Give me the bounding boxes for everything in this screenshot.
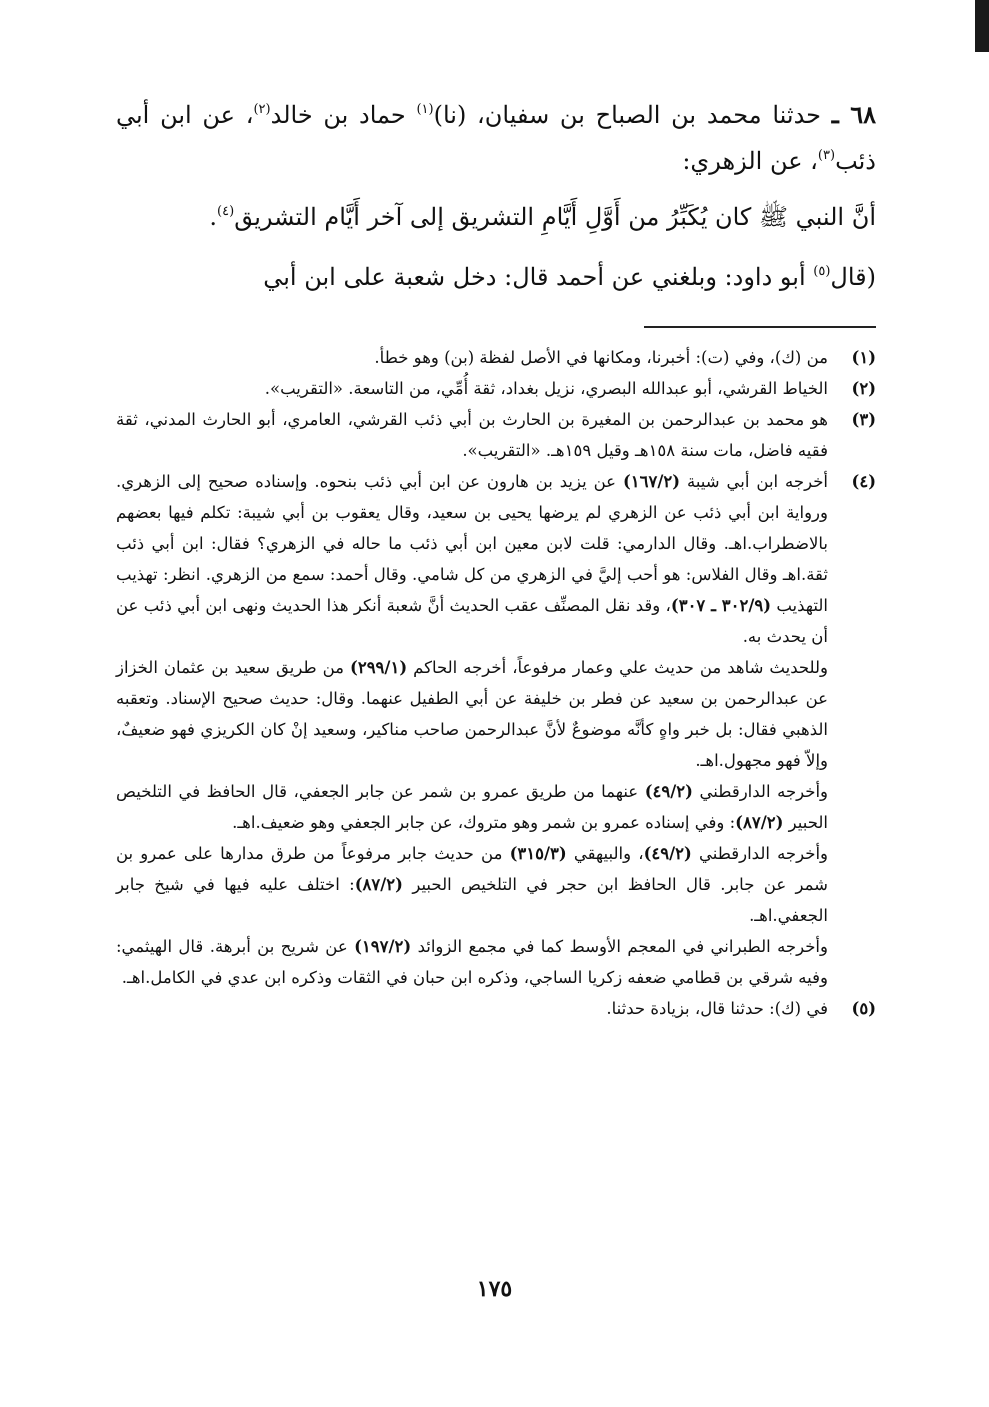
- footnote-1: [116, 342, 876, 373]
- footnote-5: [116, 993, 876, 1024]
- hadith-number: ٦٨ ـ: [831, 100, 876, 129]
- matn-end: .: [209, 203, 218, 231]
- text-run: ، وقد نقل المصنِّف عقب الحديث أنَّ شعبة أنكر هذا الحديث ونهى ابن أبي ذئب عن أن يحدث به.: [116, 596, 828, 646]
- source-ref: (٨٧/٢): [354, 875, 403, 894]
- source-ref: (٢٩٩/١): [350, 658, 408, 677]
- main-text: [116, 92, 876, 300]
- footnote-text: في (ك): حدثنا قال، بزيادة حدثنا.: [606, 999, 828, 1018]
- footnote-text: هو محمد بن عبدالرحمن بن المغيرة بن الحارث بن أبي ذئب القرشي، العامري، أبو الحارث المدني، ثقة فقيه فاضل، مات سنة ١٥٨هـ وقيل ١٥٩هـ. «التقريب».: [116, 410, 828, 460]
- footnote-divider: [644, 326, 876, 328]
- footnote-4: [116, 466, 876, 993]
- footnotes: [116, 342, 876, 1024]
- text-run: من طريق سعيد بن عثمان الخزاز عن عبدالرحمن بن سعيد عن فطر بن خليفة عن أبي الطفيل عنهما. وقال: حديث صحيح الإسناد. وتعقبه الذهبي فقال: بل خبر واهٍ كأنَّه موضوعٌ لأنَّ عبدالرحمن صاحب مناكير، وسعيد إنْ كان الكريزي فهو ضعيفٌ، وإلاّ فهو مجهول.اهـ.: [116, 658, 828, 770]
- text-run: عن يزيد بن هارون عن ابن أبي ذئب بنحوه. وإسناده صحيح إلى الزهري. ورواية ابن أبي ذئب عن الزهري لم يرضها يحيى بن سعيد، وقال يعقوب بن أبي شيبة: تكلم فيها بعضهم بالاضطراب.اهـ. وقال الدارمي: قلت لابن معين ابن أبي ذئب ما حاله في الزهري؟ فقال: ابن أبي ذئب ثقة.اهـ وقال الفلاس: هو أحب إليَّ في الزهري من كل شامي. وقال أحمد: سمع من الزهري. انظر: تهذيب التهذيب: [116, 472, 828, 615]
- text-run: وللحديث شاهد من حديث علي وعمار مرفوعاً، أخرجه الحاكم: [407, 658, 828, 677]
- source-ref: (٣٠٢/٩ ـ ٣٠٧): [670, 596, 772, 615]
- source-ref: (٤٩/٢): [644, 782, 693, 801]
- footnote-number: (٣): [851, 410, 876, 429]
- footnote-number: (٤): [851, 472, 876, 491]
- text-run: : اختلف عليه فيها في شيخ جابر الجعفي.اهـ.: [116, 875, 828, 925]
- text-run: وأخرجه الطبراني في المعجم الأوسط كما في مجمع الزوائد: [411, 937, 828, 956]
- source-ref: (٣١٥/٣): [509, 844, 567, 863]
- text-run: أخرجه ابن أبي شيبة: [680, 472, 828, 491]
- footnote-paragraph: [116, 466, 828, 652]
- isnad-part-3: ، عن ابن أبي ذئب: [116, 101, 876, 175]
- footnote-ref-2[interactable]: (٢): [253, 102, 271, 117]
- text-run: من حديث جابر مرفوعاً من طرق مدارها على عمرو بن شمر عن جابر. قال الحافظ ابن حجر في التلخيص الحبير: [116, 844, 829, 894]
- footnote-paragraph: [116, 652, 828, 776]
- hadith-matn: [116, 194, 876, 240]
- source-ref: (١٩٧/٢): [354, 937, 412, 956]
- footnote-paragraph: [116, 838, 828, 931]
- footnote-number: (٢): [851, 379, 876, 398]
- footnote-text: من (ك)، وفي (ت): أخبرنا، ومكانها في الأصل لفظة (بن) وهو خطأ.: [374, 348, 828, 367]
- isnad-part-4: ، عن الزهري:: [682, 147, 818, 175]
- text-run: وأخرجه الدارقطني: [692, 782, 829, 801]
- footnote-text: [116, 466, 828, 993]
- source-ref: (١٦٧/٢): [622, 472, 681, 491]
- footnote-ref-4[interactable]: (٤): [217, 204, 235, 219]
- isnad-part-2: حماد بن خالد: [270, 101, 417, 129]
- book-page: [116, 92, 876, 1024]
- abu-dawud-comment: [116, 254, 876, 300]
- scan-edge-mark: [975, 0, 989, 52]
- text-run: عن شريح بن أبرهة. قال الهيثمي: وفيه شرقي بن قطامي ضعفه زكريا الساجي، وذكره ابن حبان في الثقات وذكره ابن عدي في الكامل.اهـ.: [116, 937, 828, 987]
- source-ref: (٤٩/٢): [643, 844, 692, 863]
- footnote-paragraph: [116, 931, 828, 993]
- hadith-isnad: [116, 92, 876, 184]
- footnote-ref-1[interactable]: (١): [416, 102, 434, 117]
- text-run: وأخرجه الدارقطني: [691, 844, 828, 863]
- text-run: ، والبيهقي: [566, 844, 644, 863]
- footnote-ref-5[interactable]: (٥): [813, 264, 831, 279]
- footnote-number: (٥): [851, 999, 876, 1018]
- qala-open: (قال: [830, 263, 876, 291]
- text-run: : وفي إسناده عمرو بن شمر وهو متروك، عن جابر الجعفي وهو ضعيف.اهـ.: [232, 813, 736, 832]
- footnote-3: [116, 404, 876, 466]
- isnad-part-1: حدثنا محمد بن الصباح بن سفيان، (نا): [433, 101, 832, 129]
- footnote-ref-3[interactable]: (٣): [817, 148, 836, 163]
- matn-text: أنَّ النبي ﷺ كان يُكَبِّرُ من أَوَّلِ أَيَّامِ التشريق إلى آخر أَيَّام التشريق: [234, 203, 876, 231]
- footnote-paragraph: [116, 776, 828, 838]
- text-run: عنهما من طريق عمرو بن شمر عن جابر الجعفي، قال الحافظ في التلخيص الحبير: [116, 782, 828, 832]
- source-ref: (٨٧/٢): [735, 813, 784, 832]
- footnote-number: (١): [851, 348, 876, 367]
- page-number: ١٧٥: [476, 1276, 513, 1302]
- qala-rest: أبو داود: وبلغني عن أحمد قال: دخل شعبة على ابن أبي: [263, 263, 814, 291]
- footnote-2: [116, 373, 876, 404]
- footnote-text: الخياط القرشي، أبو عبدالله البصري، نزيل بغداد، ثقة أُمِّي، من التاسعة. «التقريب».: [264, 379, 828, 398]
